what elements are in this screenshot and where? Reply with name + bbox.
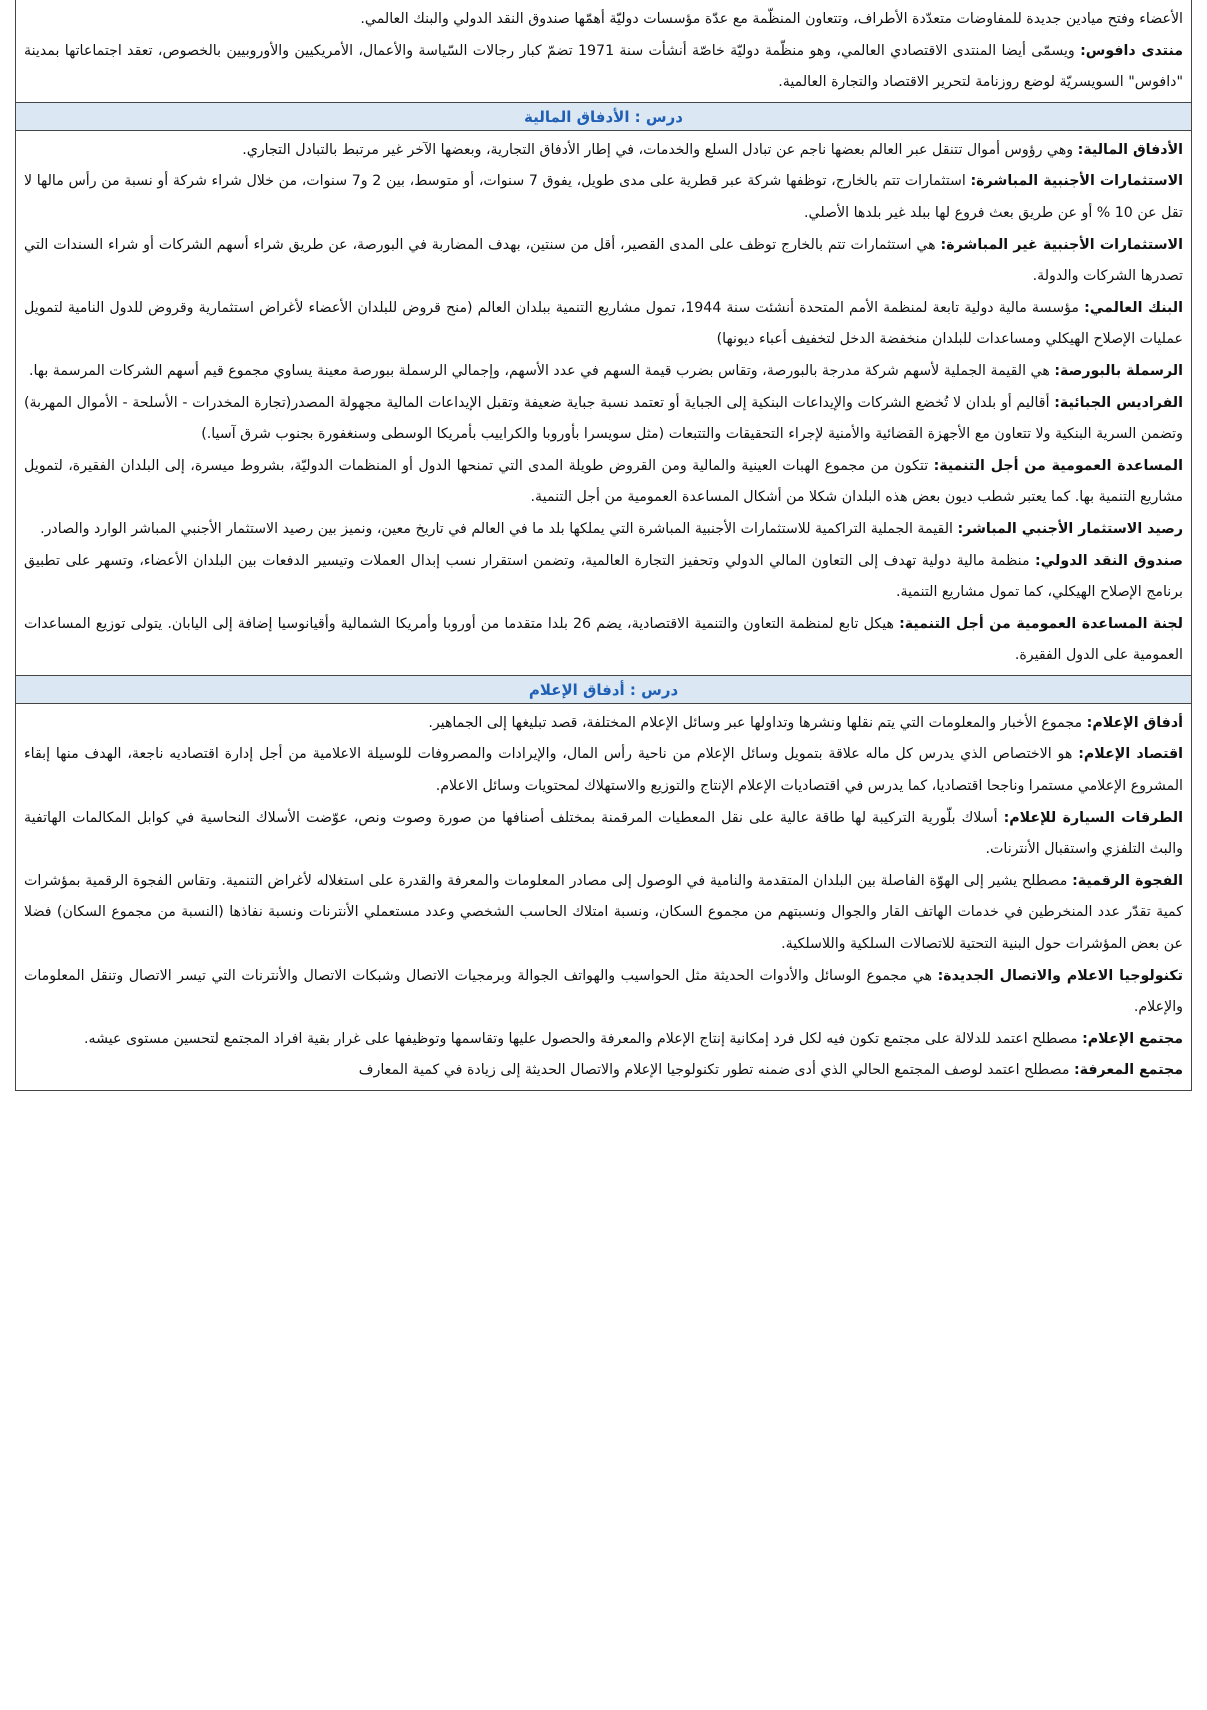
entry-text: هي استثمارات تتم بالخارج توظف على المدى القصير، أقل من سنتين، بهدف المضاربة في البورصة، عن طريق شراء أسهم الشركات أو شراء السندات التي تصدرها الشركات والدولة.: [24, 236, 1183, 285]
entry-digital-divide: [24, 866, 1183, 961]
entry-text: أسلاك بلّورية التركيبة لها طاقة عالية على نقل المعطيات المرقمنة بمختلف أصنافها من صورة وصوت ونص، عوّضت الأسلاك النحاسية في كوابل المكالمات الهاتفية والبث التلفزي واستقبال الأنترنات.: [24, 809, 1183, 858]
glossary-document: [15, 0, 1192, 1091]
entry-market-capitalization: [24, 356, 1183, 388]
entry-direct-foreign-investment: [24, 166, 1183, 229]
entry-davos-forum: [24, 36, 1183, 99]
entry-text: هيكل تابع لمنظمة التعاون والتنمية الاقتصادية، يضم 26 بلدا متقدما من أوروبا وأمريكا الشمالية وأقيانوسيا إضافة إلى اليابان. يتولى توزيع المساعدات العمومية على الدول الفقيرة.: [24, 615, 1183, 664]
intro-lead-paragraph: [24, 4, 1183, 36]
entry-text: هي القيمة الجملية لأسهم شركة مدرجة بالبورصة، وتقاس بضرب قيمة السهم في عدد الأسهم، وإجمالي الرسملة ببورصة معينة يساوي مجموع قيم أسهم الشركات المرسمة بها.: [28, 362, 1050, 379]
entry-information-highways: [24, 803, 1183, 866]
entry-term: الفجوة الرقمية:: [1072, 872, 1183, 889]
entry-term: الرسملة بالبورصة:: [1054, 362, 1183, 379]
entry-term: اقتصاد الإعلام:: [1078, 746, 1184, 763]
entry-imf: [24, 546, 1183, 609]
entry-text: الأعضاء وفتح ميادين جديدة للمفاوضات متعدّدة الأطراف، وتتعاون المنظّمة مع عدّة مؤسسات دوليّة أهمّها صندوق النقد الدولي والبنك العالمي.: [360, 11, 1183, 27]
entry-text: ويسمّى أيضا المنتدى الاقتصادي العالمي، وهو منظّمة دوليّة خاصّة أنشأت سنة 1971 تضمّ كبار رجالات السّياسة والأعمال، الأمريكيين والأوروبيين بالخصوص، تعقد اجتماعاتها بمدينة "دافوس" السويسريّة لوضع روزنامة لتحرير الاقتصاد والتجارة العالمية.: [24, 42, 1183, 91]
entry-term: الاستثمارات الأجنبية المباشرة:: [970, 173, 1184, 190]
entry-text: أقاليم أو بلدان لا تُخضع الشركات والإيداعات البنكية إلى الجباية أو تعتمد نسبة جباية ضعيفة وتقبل الإيداعات المالية مجهولة المصدر(تجارة المخدرات - الأسلحة - الأموال المهربة) وتضمن السرية البنكية ولا تتعاون مع الأجهزة القضائية والأمنية لإجراء التحقيقات والتتبعات (مثل سويسرا بأوروبا والكراييب بأمريكا الوسطى وسنغفورة بجنوب شرق آسيا.): [24, 394, 1183, 443]
entry-text: هو الاختصاص الذي يدرس كل ماله علاقة بتمويل وسائل الإعلام من ناحية رأس المال، والإيرادات والمصروفات للوسيلة الاعلامية من أجل إدارة اقتصاديه ناجعة، الهدف منها إبقاء المشروع الإعلامي مستمرا وناجحا اقتصاديا، كما يدرس في اقتصاديات الإعلام الإنتاج والتوزيع والاستهلاك لمحتويات وسائل الاعلام.: [24, 746, 1183, 795]
entry-term: مجتمع المعرفة:: [1073, 1062, 1183, 1079]
entry-information-flows: [24, 708, 1183, 740]
entry-term: صندوق النقد الدولي:: [1035, 552, 1183, 569]
entry-text: استثمارات تتم بالخارج، توظفها شركة عبر قطرية على مدى طويل، يفوق 7 سنوات، أو متوسط، بين 2 و7 سنوات، من خلال شراء شركة أو نسبة من رأس مالها لا تقل عن 10 % أو عن طريق بعث فروع لها ببلد غير بلدها الأصلي.: [24, 173, 1183, 221]
entry-official-development-assistance: [24, 451, 1183, 514]
entry-term: أدفاق الإعلام:: [1086, 714, 1183, 731]
entry-text: مؤسسة مالية دولية تابعة لمنظمة الأمم المتحدة أنشئت سنة 1944، تمول مشاريع التنمية ببلدان العالم (منح قروض للبلدان الأعضاء لأغراض استثمارية وقروض للدول النامية لتمويل عمليات الإصلاح الهيكلي ومساعدات للبلدان منخفضة الدخل لتخفيف أعباء ديونها): [24, 299, 1183, 348]
entry-text: تتكون من مجموع الهبات العينية والمالية ومن القروض طويلة المدى التي تمنحها الدول أو المنظمات الدوليّة، بشروط ميسرة، إلى البلدان الفقيرة، لتمويل مشاريع التنمية بها. كما يعتبر شطب ديون بعض هذه البلدان شكلا من أشكال المساعدة العمومية من أجل التنمية.: [24, 457, 1183, 506]
section-title-information-flows: [16, 675, 1191, 703]
entry-text: مصطلح اعتمد للدلالة على مجتمع تكون فيه لكل فرد إمكانية إنتاج الإعلام والمعرفة والحصول عليها وتقاسمها وتوظيفها على غرار بقية افراد المجتمع لتحسين مستوى عيشه.: [83, 1030, 1078, 1047]
entry-development-assistance-committee: [24, 609, 1183, 672]
section-title-text: درس : أدفاق الإعلام: [528, 680, 679, 699]
section-information-flows: [16, 703, 1191, 1090]
entry-text: هي مجموع الوسائل والأدوات الحديثة مثل الحواسيب والهواتف الجوالة وبرمجيات الاتصال وشبكات الاتصال والأنترنات التي تيسر الاتصال وتنقل المعلومات والإعلام.: [24, 967, 1183, 1016]
intro-block: [16, 0, 1191, 102]
entry-text: مصطلح يشير إلى الهوّة الفاصلة بين البلدان المتقدمة والنامية في الوصول إلى مصادر المعلومات والمعرفة والقدرة على استغلاله لأغراض التنمية. وتقاس الفجوة الرقمية بمؤشرات كمية تقدّر عدد المنخرطين في خدمات الهاتف القار والجوال ونسبتهم من مجموع السكان، ونسبة امتلاك الحاسب الشخصي وعدد مستعملي الأنترنات ونسبة نفاذها (النسبة من مجموع السكان) فضلا عن بعض المؤشرات حول البنية التحتية للاتصالات السلكية واللاسلكية.: [24, 872, 1183, 953]
entry-term: تكنولوجيا الاعلام والاتصال الجديدة:: [937, 967, 1184, 984]
entry-term: منتدى دافوس:: [1080, 42, 1184, 59]
entry-media-economics: [24, 739, 1183, 802]
entry-indirect-foreign-investment: [24, 230, 1183, 293]
entry-world-bank: [24, 293, 1183, 356]
entry-tax-havens: [24, 388, 1183, 451]
entry-knowledge-society: [24, 1055, 1183, 1087]
entry-financial-flows: [24, 135, 1183, 167]
entry-text: وهي رؤوس أموال تتنقل عبر العالم بعضها ناجم عن تبادل السلع والخدمات، في إطار الأدفاق التجارية، وبعضها الآخر غير مرتبط بالتبادل التجاري.: [242, 141, 1074, 158]
section-financial-flows: [16, 130, 1191, 675]
entry-term: الفراديس الجبائية:: [1054, 394, 1183, 411]
entry-term: رصيد الاستثمار الأجنبي المباشر:: [957, 520, 1183, 537]
entry-text: مجموع الأخبار والمعلومات التي يتم نقلها ونشرها وتداولها عبر وسائل الإعلام المختلفة، قصد تبليغها إلى الجماهير.: [428, 714, 1083, 731]
entry-text: مصطلح اعتمد لوصف المجتمع الحالي الذي أدى ضمنه تطور تكنولوجيا الإعلام والاتصال الحديثة إلى زيادة في كمية المعارف: [358, 1062, 1070, 1079]
entry-term: المساعدة العمومية من أجل التنمية:: [933, 457, 1183, 474]
entry-term: الطرقات السيارة للإعلام:: [1003, 809, 1183, 826]
entry-text: القيمة الجملية التراكمية للاستثمارات الأجنبية المباشرة التي يملكها بلد ما في العالم في تاريخ معين، ونميز بين رصيد الاستثمار الأجنبي المباشر الوارد والصادر.: [40, 520, 953, 537]
entry-text: منظمة مالية دولية تهدف إلى التعاون المالي الدولي وتحفيز التجارة العالمية، وتضمن استقرار نسب إبدال العملات وتيسير الدفعات بين البلدان الأعضاء، وتسهر على تطبيق برنامج الإصلاح الهيكلي، كما تمول مشاريع التنمية.: [24, 552, 1183, 601]
entry-term: الاستثمارات الأجنبية غير المباشرة:: [940, 236, 1183, 253]
entry-fdi-stock: [24, 514, 1183, 546]
entry-information-society: [24, 1024, 1183, 1056]
entry-term: لجنة المساعدة العمومية من أجل التنمية:: [899, 615, 1183, 632]
entry-term: مجتمع الإعلام:: [1082, 1030, 1183, 1047]
entry-term: البنك العالمي:: [1084, 299, 1183, 316]
section-title-text: درس : الأدفاق المالية: [524, 107, 683, 126]
entry-new-ict: [24, 961, 1183, 1024]
entry-term: الأدفاق المالية:: [1077, 141, 1183, 158]
section-title-financial-flows: [16, 102, 1191, 130]
